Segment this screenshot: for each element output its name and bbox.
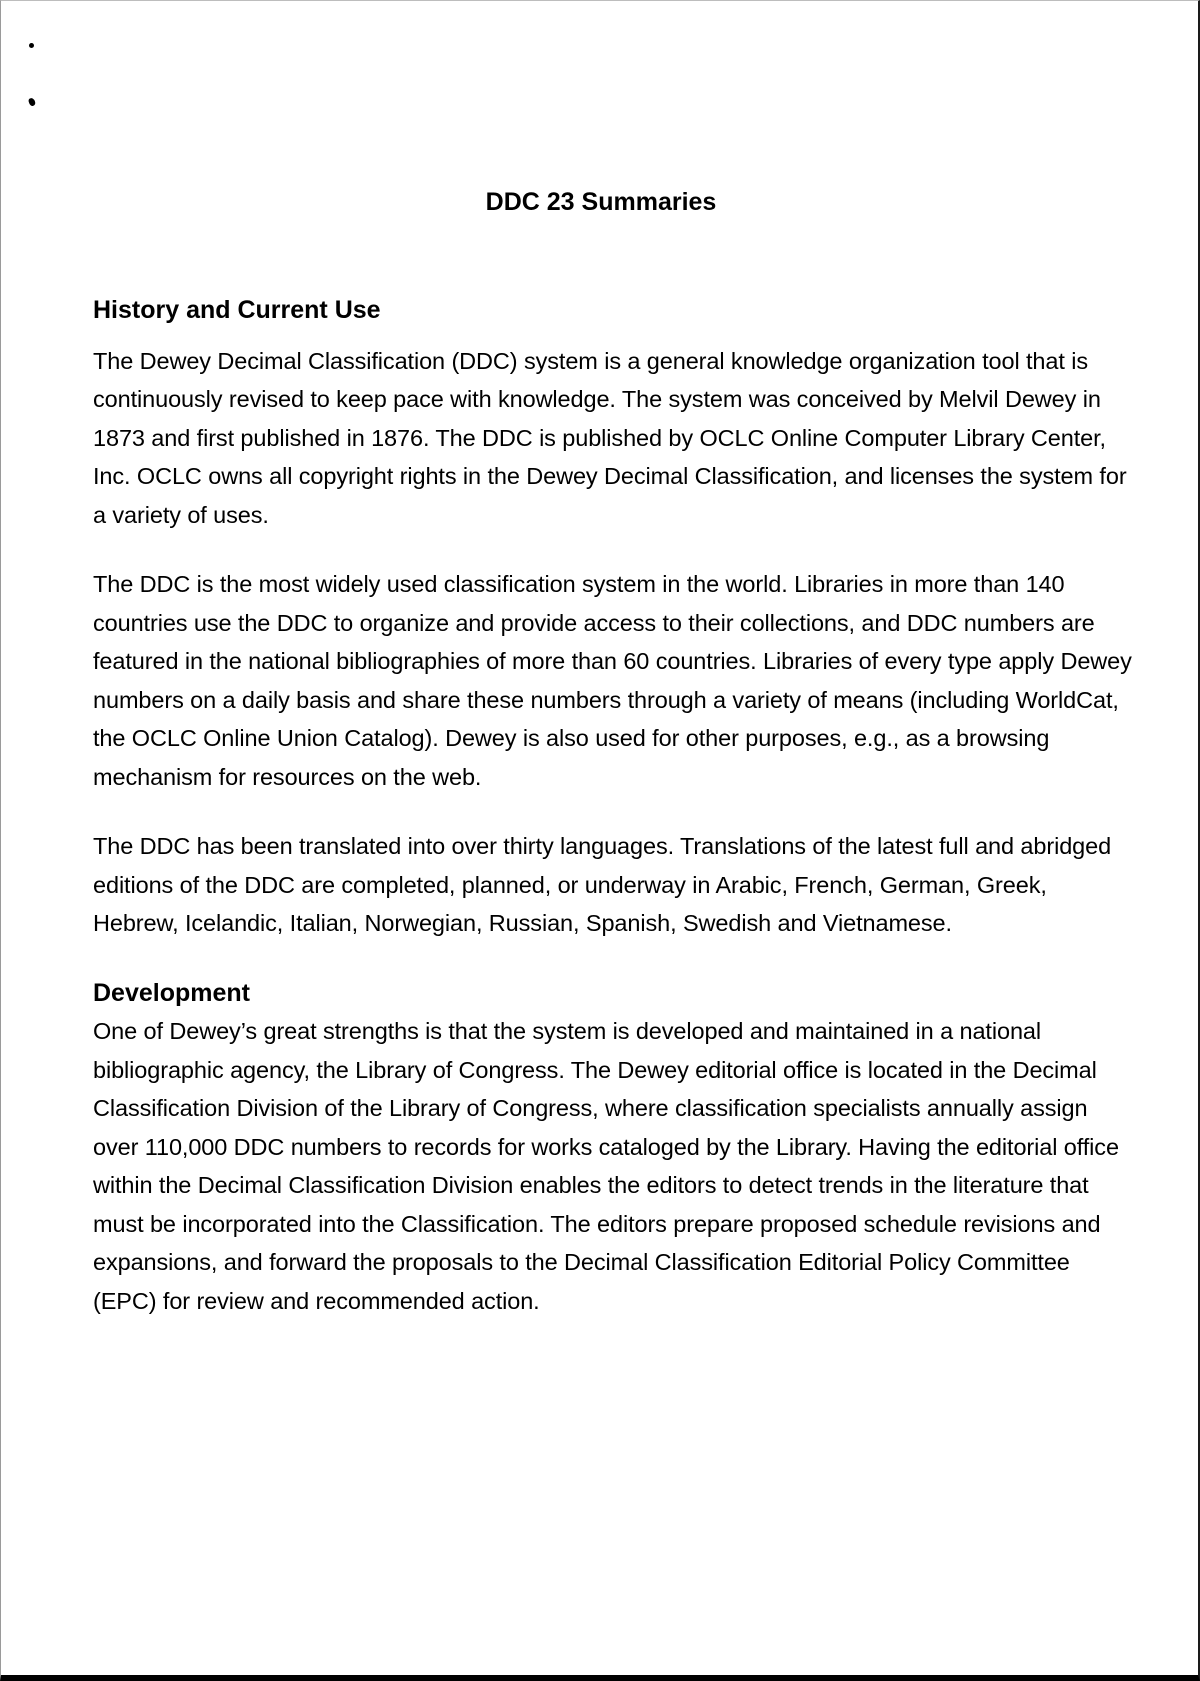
paragraph-history-2: The DDC is the most widely used classification system in the world. Libraries in more than 140 countries use the DDC to organize and provide access to their collections, and DDC numbers are featured in the national bibliographies of more than 60 countries. Libraries of every type apply Dewey numbers on a daily basis and share these numbers through a variety of means (including WorldCat, the OCLC Online Union Catalog). Dewey is also used for other purposes, e.g., as a browsing mechanism for resources on the web. xyxy=(93,571,1132,790)
section-heading-development: Development xyxy=(93,978,250,1007)
section-heading-history: History and Current Use xyxy=(93,296,381,324)
document-body xyxy=(93,291,1133,1351)
scan-speck xyxy=(28,97,36,107)
paragraph-history-3: The DDC has been translated into over thirty languages. Translations of the latest full and abridged editions of the DDC are completed, planned, or underway in Arabic, French, German, Greek, Hebrew, Icelandic, Italian, Norwegian, Russian, Spanish, Swedish and Vietnamese. xyxy=(93,833,1112,936)
paragraph-development-1: One of Dewey’s great strengths is that the system is developed and maintained in a national bibliographic agency, the Library of Congress. The Dewey editorial office is located in the Decimal Classification Division of the Library of Congress, where classification specialists annually assign over 110,000 DDC numbers to records for works cataloged by the Library. Having the editorial office within the Decimal Classification Division enables the editors to detect trends in the literature that must be incorporated into the Classification. The editors prepare proposed schedule revisions and expansions, and forward the proposals to the Decimal Classification Editorial Policy Committee (EPC) for review and recommended action. xyxy=(93,1018,1119,1314)
paragraph-history-1: The Dewey Decimal Classification (DDC) system is a general knowledge organization tool that is continuously revised to keep pace with knowledge. The system was conceived by Melvil Dewey in 1873 and first published in 1876. The DDC is published by OCLC Online Computer Library Center, Inc. OCLC owns all copyright rights in the Dewey Decimal Classification, and licenses the system for a variety of uses. xyxy=(93,347,1127,528)
document-title: DDC 23 Summaries xyxy=(485,188,717,216)
scan-speck xyxy=(29,43,34,48)
